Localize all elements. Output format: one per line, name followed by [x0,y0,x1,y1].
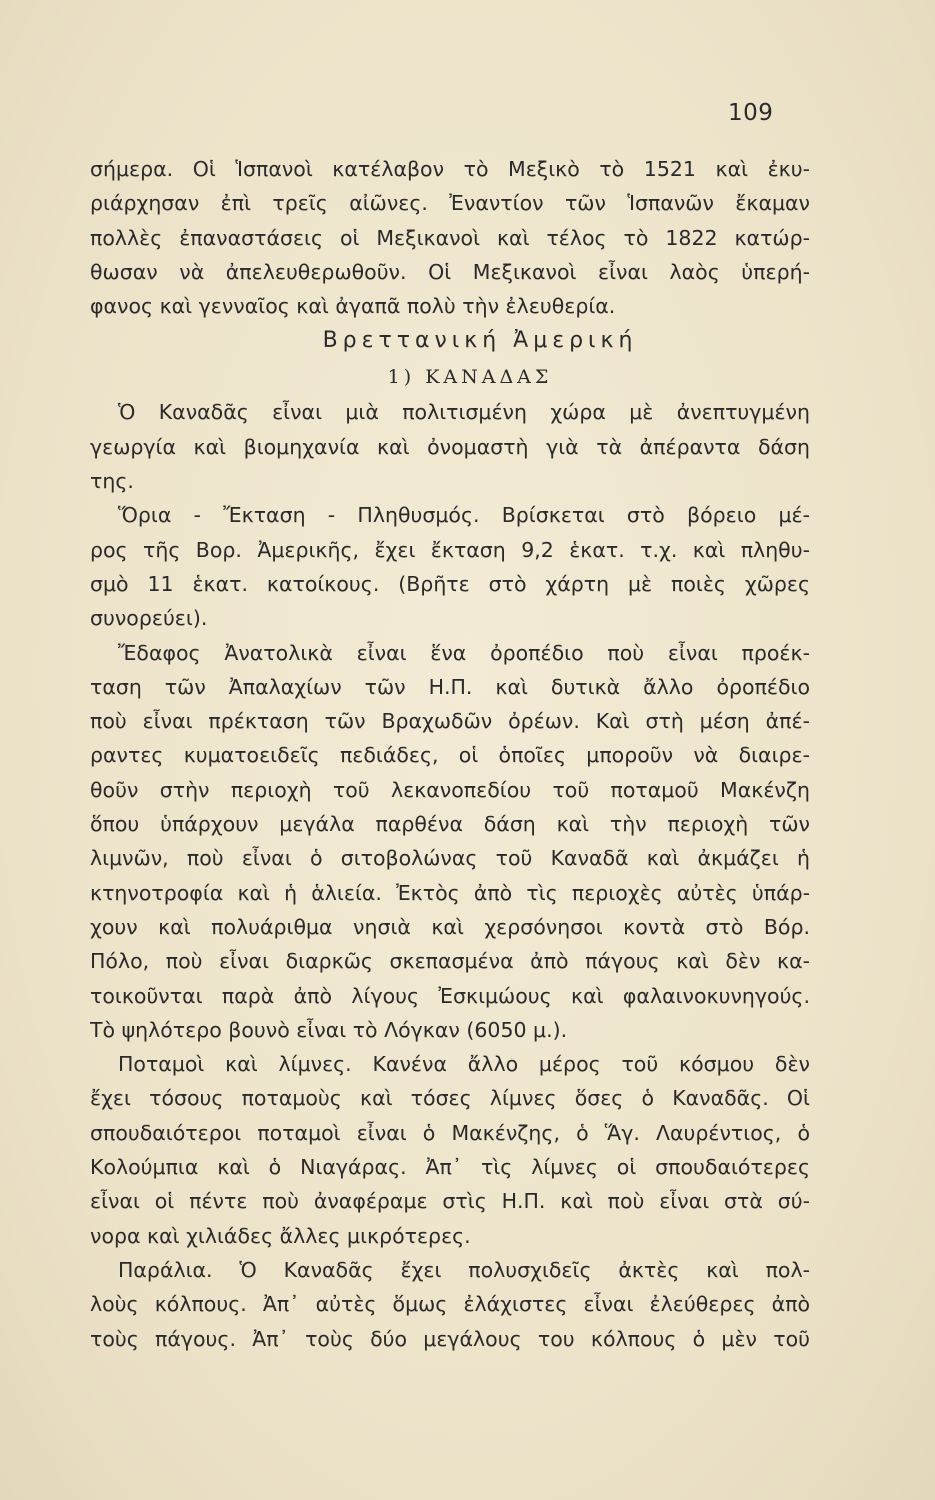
text-line: λιμνῶν, ποὺ εἶναι ὁ σιτοβολώνας τοῦ Καναδᾶ καὶ ἀκμάζει ἡ [90,846,810,871]
text-line: ριάρχησαν ἐπὶ τρεῖς αἰῶνες. Ἐναντίον τῶν Ἱσπανῶν ἔκαμαν [90,191,810,216]
text-line: ταση τῶν Ἀπαλαχίων τῶν Η.Π. καὶ δυτικὰ ἄλλο ὀροπέδιο [90,674,810,699]
text-line: σμὸ 11 ἑκατ. κατοίκους. (Βρῆτε στὸ χάρτη μὲ ποιὲς χῶρες [90,571,810,596]
text-line: της. [90,469,134,494]
text-line: Ὅρια - Ἔκταση - Πληθυσμός. Βρίσκεται στὸ βόρειο μέ- [118,503,810,528]
text-line: Παράλια. Ὁ Καναδᾶς ἔχει πολυσχιδεῖς ἀκτὲς καὶ πολ- [118,1257,810,1282]
section-heading: Βρεττανική Ἀμερική [322,328,638,354]
text-line: ραντες κυματοειδεῖς πεδιάδες, οἱ ὁποῖες μποροῦν νὰ διαιρε- [90,743,810,768]
text-line: Κολούμπια καὶ ὁ Νιαγάρας. Ἀπ᾽ τὶς λίμνες οἱ σπουδαιότερες [90,1155,810,1180]
text-line: σήμερα. Οἱ Ἱσπανοὶ κατέλαβον τὸ Μεξικὸ τὸ 1521 καὶ ἐκυ- [90,157,810,181]
text-line: πολλὲς ἐπαναστάσεις οἱ Μεξικανοὶ καὶ τέλος τὸ 1822 κατώρ- [90,225,810,250]
text-line: φανος καὶ γενναῖος καὶ ἀγαπᾶ πολὺ τὴν ἐλευθερία. [90,294,616,319]
text-line: γεωργία καὶ βιομηχανία καὶ ὀνομαστὴ γιὰ τὰ ἀπέραντα δάση [90,434,810,459]
page-body [90,152,810,1356]
section-subheading: 1) ΚΑΝΑΔΑΣ [387,366,553,389]
text-line: τοικοῦνται παρὰ ἀπὸ λίγους Ἐσκιμώους καὶ φαλαινοκυνηγούς. [90,983,810,1008]
text-line: ἔχει τόσους ποταμοὺς καὶ τόσες λίμνες ὅσες ὁ Καναδᾶς. Οἱ [90,1086,810,1111]
text-line: τοὺς πάγους. Ἀπ᾽ τοὺς δύο μεγάλους του κόλπους ὁ μὲν τοῦ [90,1326,810,1351]
text-line: λοὺς κόλπους. Ἀπ᾽ αὐτὲς ὅμως ἐλάχιστες εἶναι ἐλεύθερες ἀπὸ [90,1292,810,1317]
text-line: θωσαν νὰ ἀπελευθερωθοῦν. Οἱ Μεξικανοὶ εἶναι λαὸς ὑπερή- [90,259,810,284]
text-line: Τὸ ψηλότερο βουνὸ εἶναι τὸ Λόγκαν (6050 μ.). [90,1017,568,1042]
page-number: 109 [728,100,774,126]
text-line: συνορεύει). [90,606,208,631]
text-line: ποὺ εἶναι πρέκταση τῶν Βραχωδῶν ὀρέων. Καὶ στὴ μέση ἀπέ- [90,709,810,734]
text-line: χουν καὶ πολυάριθμα νησιὰ καὶ χερσόνησοι κοντὰ στὸ Βόρ. [90,914,810,939]
text-line: Πόλο, ποὺ εἶναι διαρκῶς σκεπασμένα ἀπὸ πάγους καὶ δὲν κα- [90,949,810,974]
text-line: νορα καὶ χιλιάδες ἄλλες μικρότερες. [90,1223,471,1248]
text-line: σπουδαιότεροι ποταμοὶ εἶναι ὁ Μακένζης, ὁ Ἅγ. Λαυρέντιος, ὁ [90,1120,810,1145]
text-line: θοῦν στὴν περιοχὴ τοῦ λεκανοπεδίου τοῦ ποταμοῦ Μακένζη [90,777,810,802]
text-line: εἶναι οἱ πέντε ποὺ ἀναφέραμε στὶς Η.Π. καὶ ποὺ εἶναι στὰ σύ- [90,1189,810,1214]
text-line: Ποταμοὶ καὶ λίμνες. Κανένα ἄλλο μέρος τοῦ κόσμου δὲν [118,1052,810,1077]
text-line: Ὁ Καναδᾶς εἶναι μιὰ πολιτισμένη χώρα μὲ ἀνεπτυγμένη [118,400,810,425]
text-line: Ἔδαφος Ἀνατολικὰ εἶναι ἕνα ὀροπέδιο ποὺ εἶναι προέκ- [118,640,810,665]
text-line: κτηνοτροφία καὶ ἡ ἁλιεία. Ἐκτὸς ἀπὸ τὶς περιοχὲς αὐτὲς ὑπάρ- [90,880,810,905]
text-line: ρος τῆς Βορ. Ἀμερικῆς, ἔχει ἔκταση 9,2 ἑκατ. τ.χ. καὶ πληθυ- [90,537,810,562]
text-line: ὅπου ὑπάρχουν μεγάλα παρθένα δάση καὶ τὴν περιοχὴ τῶν [90,812,810,837]
